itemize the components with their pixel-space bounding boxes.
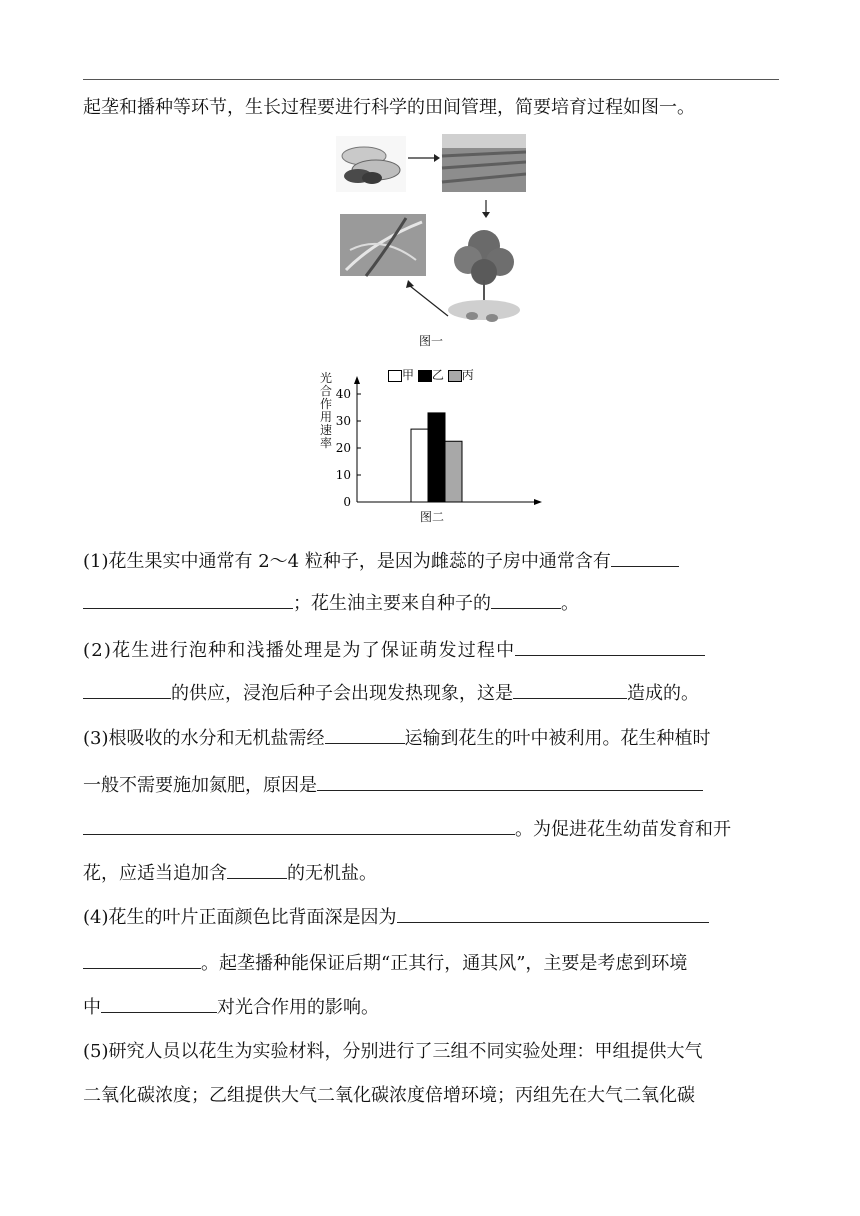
q3-line-4 <box>83 860 377 886</box>
q5-text-b: 二氧化碳浓度；乙组提供大气二氧化碳浓度倍增环境；丙组先在大气二氧化碳 <box>83 1085 695 1106</box>
q2-blank-2[interactable] <box>513 680 627 699</box>
q2-text-b: 的供应，浸泡后种子会出现发热现象，这是 <box>171 683 513 704</box>
peanut-roots-image <box>340 214 426 276</box>
figure-2-caption: 图二 <box>419 510 444 524</box>
figure-1-graphic <box>336 130 526 352</box>
q1-text-c: 。 <box>561 593 579 614</box>
figure-1 <box>336 130 526 352</box>
q1-text-b: ；花生油主要来自种子的 <box>293 593 491 614</box>
q4-line-2 <box>83 950 687 976</box>
q4-line-3 <box>83 994 379 1020</box>
q2-line-1 <box>83 637 705 663</box>
y-tick-label: 0 <box>343 495 351 506</box>
figure-2-chart <box>312 356 552 524</box>
q2-blank-1-cont[interactable] <box>83 680 171 699</box>
q3-text-c: 一般不需要施加氮肥，原因是 <box>83 775 317 796</box>
q3-text-d: 。为促进花生幼苗发育和开 <box>515 819 731 840</box>
q4-text-a: (4)花生的叶片正面颜色比背面深是因为 <box>83 907 397 928</box>
q2-blank-1[interactable] <box>515 637 705 656</box>
q3-line-3 <box>83 816 731 842</box>
q4-text-b: 。起垄播种能保证后期“正其行，通其风”，主要是考虑到环境 <box>201 953 688 974</box>
peanut-plant-image <box>448 230 520 322</box>
q3-blank-1[interactable] <box>325 725 405 744</box>
y-tick-label: 30 <box>335 414 351 428</box>
arrow-down-icon <box>482 200 490 218</box>
q4-line-1 <box>83 904 709 930</box>
q3-blank-2-cont[interactable] <box>83 816 515 835</box>
q3-text-a: (3)根吸收的水分和无机盐需经 <box>83 728 325 749</box>
top-rule <box>83 79 779 80</box>
arrow-right-icon <box>408 154 440 162</box>
chart-plot <box>312 356 552 506</box>
bar-jia <box>411 429 428 502</box>
q5-text-a: (5)研究人员以花生为实验材料，分别进行了三组不同实验处理：甲组提供大气 <box>83 1041 703 1062</box>
q4-text-c: 中 <box>83 997 101 1018</box>
x-axis-arrow-icon <box>534 499 542 505</box>
q3-line-2 <box>83 772 703 798</box>
legend-label-bing: 丙 <box>461 368 474 382</box>
q4-blank-2[interactable] <box>101 994 217 1013</box>
q4-text-d: 对光合作用的影响。 <box>217 997 379 1018</box>
legend-label-yi: 乙 <box>431 368 444 382</box>
y-axis-label: 光合作用速率 <box>320 371 333 450</box>
arrow-back-icon <box>406 280 448 316</box>
y-axis-arrow-icon <box>354 376 360 384</box>
q1-line-2 <box>83 590 579 616</box>
q1-text-a: (1)花生果实中通常有 2～4 粒种子，是因为雌蕊的子房中通常含有 <box>83 551 611 572</box>
intro-line: 起垄和播种等环节，生长过程要进行科学的田间管理，简要培育过程如图一。 <box>83 97 695 118</box>
q3-text-b: 运输到花生的叶中被利用。花生种植时 <box>404 728 711 749</box>
q1-blank-1[interactable] <box>611 548 679 567</box>
bar-bing <box>445 441 462 502</box>
q1-blank-2[interactable] <box>491 590 561 609</box>
q4-blank-1-cont[interactable] <box>83 950 201 969</box>
q4-blank-1[interactable] <box>397 904 709 923</box>
q2-text-c: 造成的。 <box>627 683 699 704</box>
q1-blank-1-cont[interactable] <box>83 590 293 609</box>
peanut-pods-image <box>336 136 406 192</box>
q3-line-1 <box>83 725 711 751</box>
peanut-field-image <box>442 134 526 192</box>
q3-blank-2[interactable] <box>317 772 703 791</box>
q3-blank-3[interactable] <box>227 860 287 879</box>
q5-line-1 <box>83 1040 703 1064</box>
q1-line-1 <box>83 548 679 574</box>
q2-line-2 <box>83 680 699 706</box>
q3-text-e: 花，应适当追加含 <box>83 863 227 884</box>
figure-1-caption: 图一 <box>418 334 443 348</box>
y-tick-label: 40 <box>335 387 351 401</box>
y-tick-label: 20 <box>335 441 351 455</box>
y-tick-label: 10 <box>335 468 351 482</box>
legend-label-jia: 甲 <box>402 368 415 382</box>
q3-text-f: 的无机盐。 <box>287 863 377 884</box>
q5-line-2 <box>83 1084 695 1108</box>
bar-yi <box>428 413 445 502</box>
q2-text-a: (2)花生进行泡种和浅播处理是为了保证萌发过程中 <box>83 640 516 661</box>
